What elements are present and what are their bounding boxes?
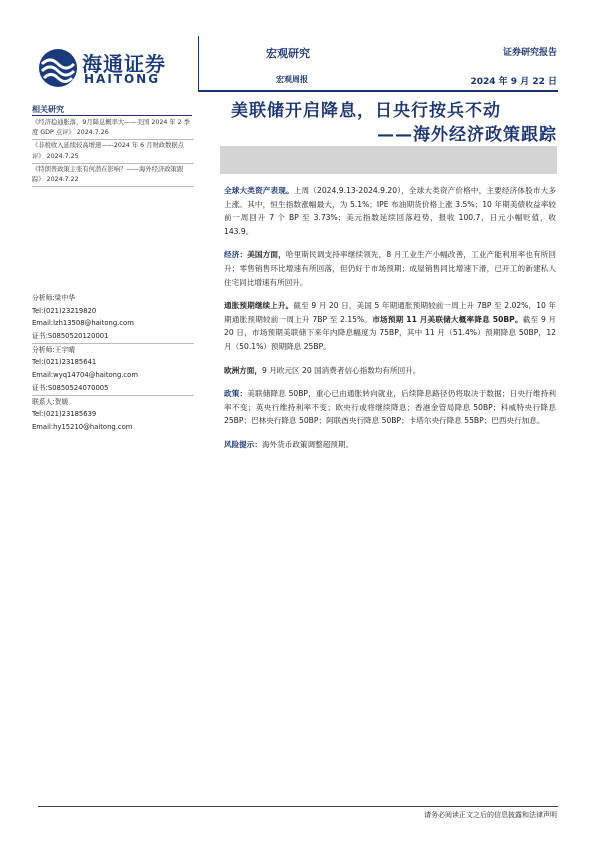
contact-tel: Tel:(021)23185639 — [32, 410, 97, 419]
paragraph-lead: 全球大类资产表现。 — [224, 186, 294, 195]
paragraph-bold: 美国方面， — [247, 250, 286, 260]
paragraph-text: 海外货币政策调整超预期。 — [261, 439, 354, 449]
paragraph-bold: 通胀预期继续上升。 — [224, 301, 294, 311]
paragraph-policy — [224, 387, 556, 428]
title-band — [220, 146, 557, 174]
related-item[interactable] — [32, 140, 194, 163]
report-subcategory: 宏观周报 — [276, 75, 308, 84]
related-item[interactable] — [32, 117, 194, 140]
paragraph-text: 截至 9 月 20 日，市场预期美联储下来年内降息幅度为 75BP，其中 11 月（51.4%）预期降息 50BP，12 月（50.1%）预期降息 25BP。 — [224, 314, 557, 351]
related-item[interactable] — [32, 164, 194, 187]
analyst-tel: Tel:(021)23185641 — [32, 358, 97, 367]
paragraph-text: 美联储降息 50BP，重心已由通胀转向就业，后续降息路径仍将取决于数据；日央行维持利率不变；英央行维持利率不变；欧央行或将继续降息；香港金管局降息 50BP；科威特央行降息 25BP；巴林央行降息 50BP；阿联酋央行降息 50BP；卡塔尔央行降息 55BP；巴西央行加息。 — [224, 389, 556, 426]
analyst-email[interactable]: Email:wyq14704@haitong.com — [32, 371, 138, 380]
report-date: 2024 年 9 月 22 日 — [470, 77, 557, 87]
related-item-date: 2024.7.22 — [46, 176, 79, 184]
logo-text-en: HAITONG — [84, 72, 161, 86]
related-item-title: 《经济稳通胀落，9月降息概率大——美国 2024 年 2 季度 GDP 点评》 — [32, 119, 190, 137]
analyst-cert: 证书:S0850524070005 — [32, 383, 109, 392]
paragraph-inflation — [224, 299, 556, 353]
footer-divider — [38, 806, 558, 807]
report-body — [224, 184, 556, 462]
report-subtitle: ——海外经济政策跟踪 — [377, 125, 557, 145]
paragraph-bold: 市场预期 11 月美联储大概率降息 50BP。 — [372, 314, 523, 324]
report-title: 美联储开启降息，日央行按兵不动 — [231, 101, 501, 121]
paragraph-europe — [224, 364, 556, 378]
analyst-tel: Tel:(021)23219820 — [32, 306, 97, 315]
analyst-contacts — [32, 292, 194, 434]
analyst-role: 分析师:王宇晴 — [32, 343, 194, 357]
related-item-date: 2024.7.25 — [46, 152, 79, 160]
related-item-title: 《特朗普政策主张有何潜在影响？——海外经济政策跟踪》 — [32, 165, 184, 184]
header-divider — [198, 90, 558, 92]
contact-role: 联系人:贺媛 — [32, 395, 194, 409]
paragraph-text: 上周（2024.9.13-2024.9.20），全球大类资产价格中，主要经济体股市大多上涨。其中，恒生指数涨幅最大，为 5.1%；IPE 布油期货价格上涨 3.5%；10 年期美债收益率较前一周回升 7 个 BP 至 3.73%；美元指数延续回落趋势，报收 100.7，日元小幅贬值，收 143.9。 — [224, 186, 557, 236]
paragraph-economy — [224, 248, 556, 289]
paragraph-lead: 风险提示： — [224, 439, 262, 449]
paragraph-text: 哈里斯民调支持率继续领先，8 月工业生产小幅改善，工业产能利用率也有所回升；零售销售环比增速有所回落，但仍好于市场预期；成屋销售同比增速下滑，已开工的新建私人住宅同比增速有所回升。 — [224, 250, 557, 287]
paragraph-bold: 欧洲方面， — [224, 365, 262, 375]
related-research-heading: 相关研究 — [32, 105, 64, 114]
contact-email[interactable]: Email:hy15210@haitong.com — [32, 422, 133, 431]
paragraph-text: 9 月欧元区 20 国消费者信心指数均有所回升。 — [261, 365, 421, 375]
related-research-divider — [32, 115, 192, 116]
related-item-date: 2024.7.26 — [76, 129, 109, 137]
paragraph-lead: 经济： — [224, 250, 248, 260]
header-divider-vertical — [198, 36, 199, 92]
logo-text-cn: 海通证券 — [82, 52, 166, 76]
report-category: 宏观研究 — [266, 47, 310, 60]
analyst-email[interactable]: Email:lzh13508@haitong.com — [32, 319, 134, 328]
footer-disclaimer: 请务必阅读正文之后的信息披露和法律声明 — [424, 811, 557, 819]
paragraph-asset-performance — [224, 184, 556, 238]
paragraph-risk — [224, 438, 556, 452]
report-type: 证券研究报告 — [502, 48, 557, 58]
related-research-list — [32, 117, 194, 187]
analyst-cert: 证书:S0850520120001 — [32, 332, 109, 341]
paragraph-lead: 政策： — [224, 389, 248, 399]
related-item-title: 《非税收入延续较高增速——2024 年 6 月财政数据点评》 — [32, 142, 184, 160]
analyst-role: 分析师:梁中华 — [32, 294, 76, 302]
haitong-logo-icon — [38, 46, 82, 90]
paragraph-text: 截至 9 月 20 日，美国 5 年期通胀预期较前一周上升 7BP 至 2.02%，10 年期通胀预期较前一周上升 7BP 至 2.15%。 — [224, 301, 557, 324]
